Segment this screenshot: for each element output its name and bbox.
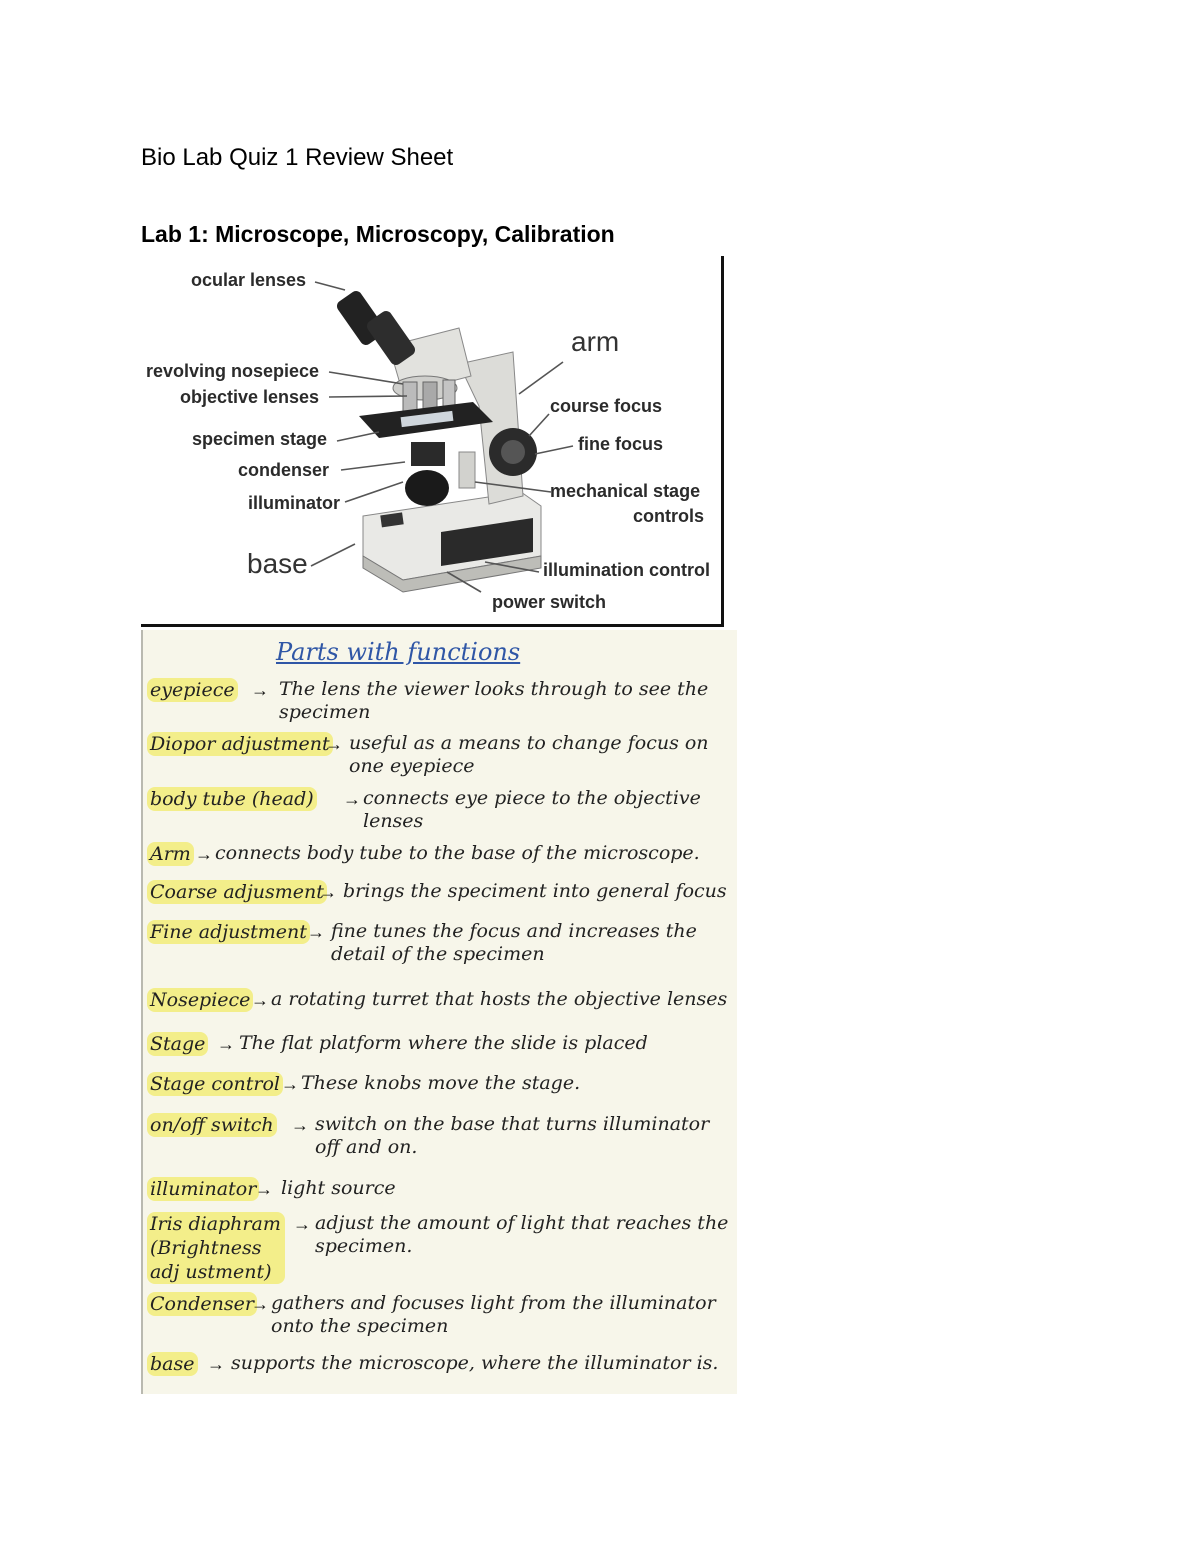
term-highlight: eyepiece bbox=[147, 678, 238, 702]
microscope-figure bbox=[141, 256, 724, 627]
label-illumination-control: illumination control bbox=[543, 560, 710, 580]
term-highlight: Stage bbox=[147, 1032, 208, 1056]
arrow-icon: → bbox=[251, 1294, 269, 1314]
label-illuminator: illuminator bbox=[248, 493, 341, 513]
term-highlight: illuminator bbox=[147, 1177, 259, 1201]
definition: gathers and focuses light from the illuminator onto the specimen bbox=[271, 1292, 716, 1337]
arrow-icon: → bbox=[255, 1179, 273, 1199]
term-highlight: Condenser bbox=[147, 1292, 257, 1316]
arrow-icon: → bbox=[251, 680, 269, 700]
arrow-icon: → bbox=[217, 1034, 235, 1054]
arrow-icon: → bbox=[207, 1354, 225, 1374]
term-highlight: Diopor adjustment bbox=[147, 732, 333, 756]
document-title: Bio Lab Quiz 1 Review Sheet bbox=[141, 144, 454, 171]
definition: The lens the viewer looks through to see the specimen bbox=[279, 678, 709, 723]
label-revolving-nosepiece: revolving nosepiece bbox=[146, 361, 320, 381]
label-mechanical-stage-controls: controls bbox=[633, 506, 705, 526]
arrow-icon: → bbox=[291, 1115, 309, 1135]
term-highlight: Fine adjustment bbox=[147, 920, 310, 944]
definition: adjust the amount of light that reaches the specimen. bbox=[315, 1212, 729, 1257]
term-highlight: Iris diaphram (Brightness adj ustment) bbox=[147, 1212, 285, 1284]
label-objective-lenses: objective lenses bbox=[180, 387, 320, 407]
label-mechanical-stage: mechanical stage bbox=[550, 481, 701, 501]
arrow-icon: → bbox=[325, 734, 343, 754]
definition: The flat platform where the slide is placed bbox=[239, 1032, 648, 1054]
definition: connects body tube to the base of the microscope. bbox=[215, 842, 700, 864]
label-base: base bbox=[247, 548, 308, 579]
label-fine-focus: fine focus bbox=[578, 434, 664, 454]
definition: switch on the base that turns illuminator off and on. bbox=[315, 1113, 710, 1158]
label-course-focus: course focus bbox=[550, 396, 663, 416]
arrow-icon: → bbox=[319, 882, 337, 902]
definition: supports the microscope, where the illuminator is. bbox=[231, 1352, 719, 1374]
arrow-icon: → bbox=[195, 844, 213, 864]
definition: fine tunes the focus and increases the detail of the specimen bbox=[331, 920, 697, 965]
definition: a rotating turret that hosts the objective lenses bbox=[271, 988, 728, 1010]
term-highlight: Stage control bbox=[147, 1072, 283, 1096]
arrow-icon: → bbox=[251, 990, 269, 1010]
definition: useful as a means to change focus on one eyepiece bbox=[349, 732, 709, 777]
definition: brings the speciment into general focus bbox=[343, 880, 727, 902]
notes-title: Parts with functions bbox=[276, 638, 521, 666]
label-arm: arm bbox=[571, 326, 620, 357]
definition: These knobs move the stage. bbox=[301, 1072, 581, 1094]
term-highlight: on/off switch bbox=[147, 1113, 277, 1137]
arrow-icon: → bbox=[293, 1214, 311, 1234]
arrow-icon: → bbox=[343, 789, 361, 809]
term-highlight: Arm bbox=[147, 842, 194, 866]
arrow-icon: → bbox=[307, 922, 325, 942]
arrow-icon: → bbox=[281, 1074, 299, 1094]
label-ocular-lenses: ocular lenses bbox=[191, 270, 307, 290]
handwritten-notes bbox=[141, 630, 737, 1394]
term-highlight: body tube (head) bbox=[147, 787, 317, 811]
definition: light source bbox=[281, 1177, 396, 1199]
definition: connects eye piece to the objective lenses bbox=[363, 787, 701, 832]
label-condenser: condenser bbox=[238, 460, 330, 480]
term-highlight: base bbox=[147, 1352, 198, 1376]
section-heading: Lab 1: Microscope, Microscopy, Calibration bbox=[141, 221, 615, 247]
label-power-switch: power switch bbox=[492, 592, 607, 612]
label-specimen-stage: specimen stage bbox=[192, 429, 328, 449]
term-highlight: Nosepiece bbox=[147, 988, 253, 1012]
term-highlight: Coarse adjusment bbox=[147, 880, 327, 904]
